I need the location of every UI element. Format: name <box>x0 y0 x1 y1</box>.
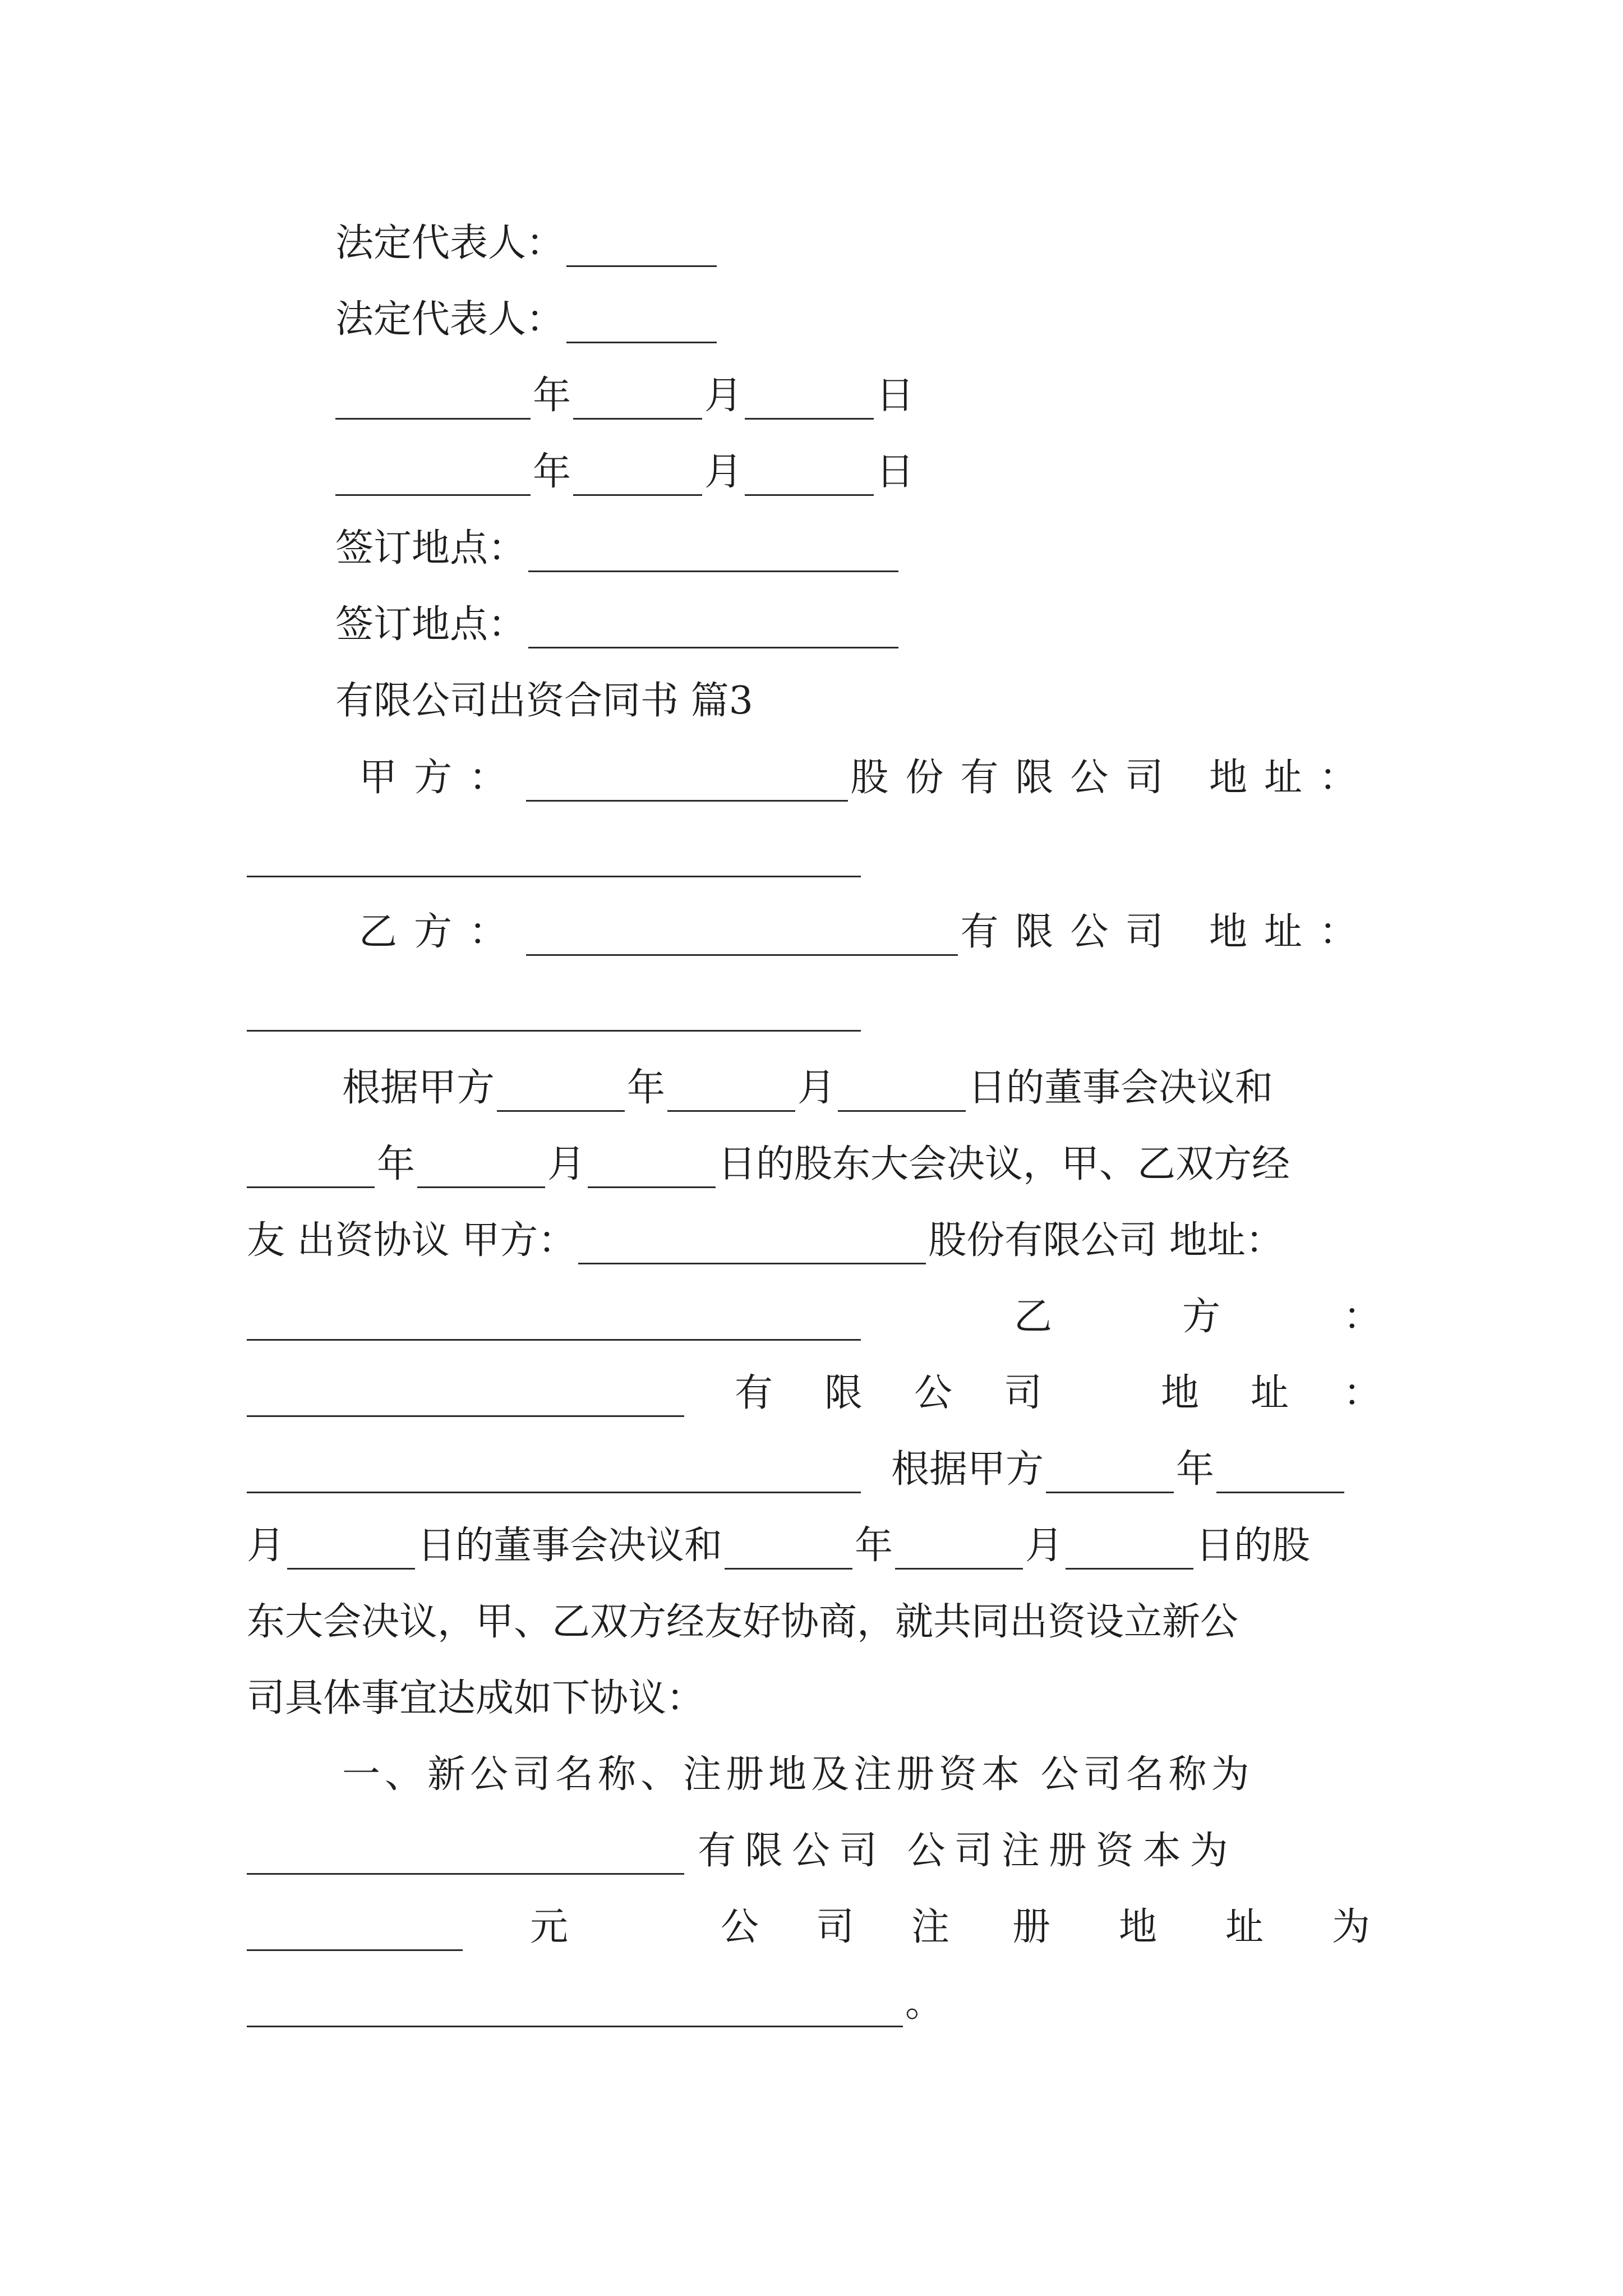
sign-date-line-1 <box>335 372 914 420</box>
body-line-6 <box>247 1446 1347 1493</box>
sign-date-line-2 <box>335 449 914 496</box>
body-line-7 <box>247 1522 1310 1570</box>
year-blank[interactable] <box>335 383 531 420</box>
day-blank[interactable] <box>745 383 874 420</box>
year-label: 年 <box>533 450 571 494</box>
registered-address-blank[interactable] <box>247 1991 903 2027</box>
text: 司 <box>1004 1371 1043 1415</box>
text: 司 <box>816 1905 855 1949</box>
month-blank[interactable] <box>1216 1457 1344 1493</box>
party-b-line <box>359 909 1374 956</box>
month-blank[interactable] <box>573 459 702 496</box>
party-b-suffix: 有限公司 地址： <box>960 910 1374 954</box>
text: 根据甲方 <box>891 1447 1044 1492</box>
text: 年 <box>377 1142 416 1186</box>
month-blank[interactable] <box>417 1152 545 1188</box>
sign-place-blank[interactable] <box>528 536 898 572</box>
party-a-line <box>359 754 1374 802</box>
party-b-name-blank[interactable] <box>247 1381 684 1417</box>
text: ： <box>1343 1371 1382 1415</box>
sign-place-line-1 <box>335 525 901 572</box>
text: 册 <box>1012 1905 1051 1949</box>
sign-place-blank[interactable] <box>528 612 898 648</box>
section-title: 有限公司出资合同书 篇3 <box>335 679 753 723</box>
day-blank[interactable] <box>1066 1533 1193 1570</box>
body-line-2 <box>247 1141 1290 1188</box>
text: 公 <box>914 1371 953 1415</box>
month-label: 月 <box>704 450 743 494</box>
sign-place-line-2 <box>335 601 901 648</box>
party-b-address-blank[interactable] <box>247 1457 861 1493</box>
legal-rep-blank[interactable] <box>566 231 717 267</box>
year-blank[interactable] <box>335 459 531 496</box>
body-line-3 <box>247 1217 1284 1264</box>
text: 有限公司 公司注册资本为 <box>698 1829 1237 1873</box>
day-label: 日 <box>876 450 915 494</box>
day-blank[interactable] <box>745 459 874 496</box>
text: 月 <box>547 1142 586 1186</box>
body-line-5 <box>247 1370 1382 1417</box>
text: 友 出资协议 甲方： <box>247 1218 577 1263</box>
legal-rep-blank[interactable] <box>566 307 717 343</box>
text: 元 <box>530 1905 569 1949</box>
month-label: 月 <box>704 374 743 418</box>
body-line-1 <box>342 1065 1273 1112</box>
text: 年 <box>1176 1447 1215 1492</box>
year-blank[interactable] <box>725 1533 852 1570</box>
text: 股份有限公司 地址： <box>928 1218 1284 1263</box>
month-blank[interactable] <box>667 1075 795 1112</box>
body-line-4 <box>247 1294 1382 1341</box>
text: 地 <box>1161 1371 1200 1415</box>
text: 月 <box>797 1066 836 1110</box>
text: 限 <box>824 1371 863 1415</box>
body-line-9: 司具体事宜达成如下协议： <box>247 1676 705 1720</box>
party-b-label: 乙方： <box>359 910 524 954</box>
year-blank[interactable] <box>497 1075 625 1112</box>
clause-1-line-3 <box>247 1904 1374 1951</box>
text: 年 <box>627 1066 666 1110</box>
text: 方 <box>1182 1295 1221 1339</box>
registered-capital-blank[interactable] <box>247 1915 463 1951</box>
text: 乙 <box>1014 1295 1053 1339</box>
party-a-suffix: 股份有限公司 地址： <box>850 756 1374 800</box>
text: 年 <box>855 1524 893 1568</box>
body-line-8: 东大会决议，甲、乙双方经友好协商，就共同出资设立新公 <box>247 1600 1239 1644</box>
year-blank[interactable] <box>1046 1457 1174 1493</box>
legal-rep-line-2 <box>335 296 719 343</box>
text: 注 <box>911 1905 950 1949</box>
party-b-name-blank[interactable] <box>526 919 958 956</box>
text: 日的股 <box>1196 1524 1311 1568</box>
text: 地 <box>1119 1905 1158 1949</box>
text: 为 <box>1332 1905 1371 1949</box>
party-a-address-blank[interactable] <box>247 841 861 877</box>
day-blank[interactable] <box>838 1075 966 1112</box>
legal-rep-label: 法定代表人： <box>335 221 565 265</box>
text: 日的董事会决议和 <box>968 1066 1274 1110</box>
text: ： <box>1343 1295 1382 1339</box>
sign-place-label: 签订地点： <box>335 602 527 647</box>
clause-1-line-4 <box>247 1980 943 2027</box>
text: 一、新公司名称、注册地及注册资本 公司名称为 <box>342 1752 1254 1797</box>
party-a-address-line <box>247 830 863 877</box>
sign-place-label: 签订地点： <box>335 526 527 570</box>
legal-rep-label: 法定代表人： <box>335 297 565 342</box>
legal-rep-line-1 <box>335 220 719 267</box>
party-b-address-line <box>247 984 863 1032</box>
year-blank[interactable] <box>247 1152 375 1188</box>
party-a-label: 甲方： <box>359 756 524 800</box>
text: 有 <box>735 1371 773 1415</box>
text: 。 <box>905 1981 944 2026</box>
party-b-address-blank[interactable] <box>247 995 861 1032</box>
day-blank[interactable] <box>287 1533 415 1570</box>
text: 根据甲方 <box>342 1066 495 1110</box>
text: 日的董事会决议和 <box>417 1524 723 1568</box>
party-a-name-blank[interactable] <box>578 1228 926 1264</box>
text: 公 <box>721 1905 759 1949</box>
day-label: 日 <box>876 374 915 418</box>
year-label: 年 <box>533 374 571 418</box>
day-blank[interactable] <box>588 1152 716 1188</box>
month-blank[interactable] <box>573 383 702 420</box>
text: 址 <box>1225 1905 1264 1949</box>
company-name-blank[interactable] <box>247 1838 684 1875</box>
month-blank[interactable] <box>895 1533 1023 1570</box>
text: 月 <box>247 1524 285 1568</box>
party-a-name-blank[interactable] <box>526 765 848 802</box>
clause-1-heading <box>342 1751 1254 1798</box>
text: 日的股东大会决议，甲、乙双方经 <box>718 1142 1290 1186</box>
party-a-address-blank[interactable] <box>247 1304 861 1341</box>
text: 址 <box>1251 1371 1289 1415</box>
clause-1-line-2 <box>247 1828 1237 1875</box>
text: 月 <box>1025 1524 1064 1568</box>
